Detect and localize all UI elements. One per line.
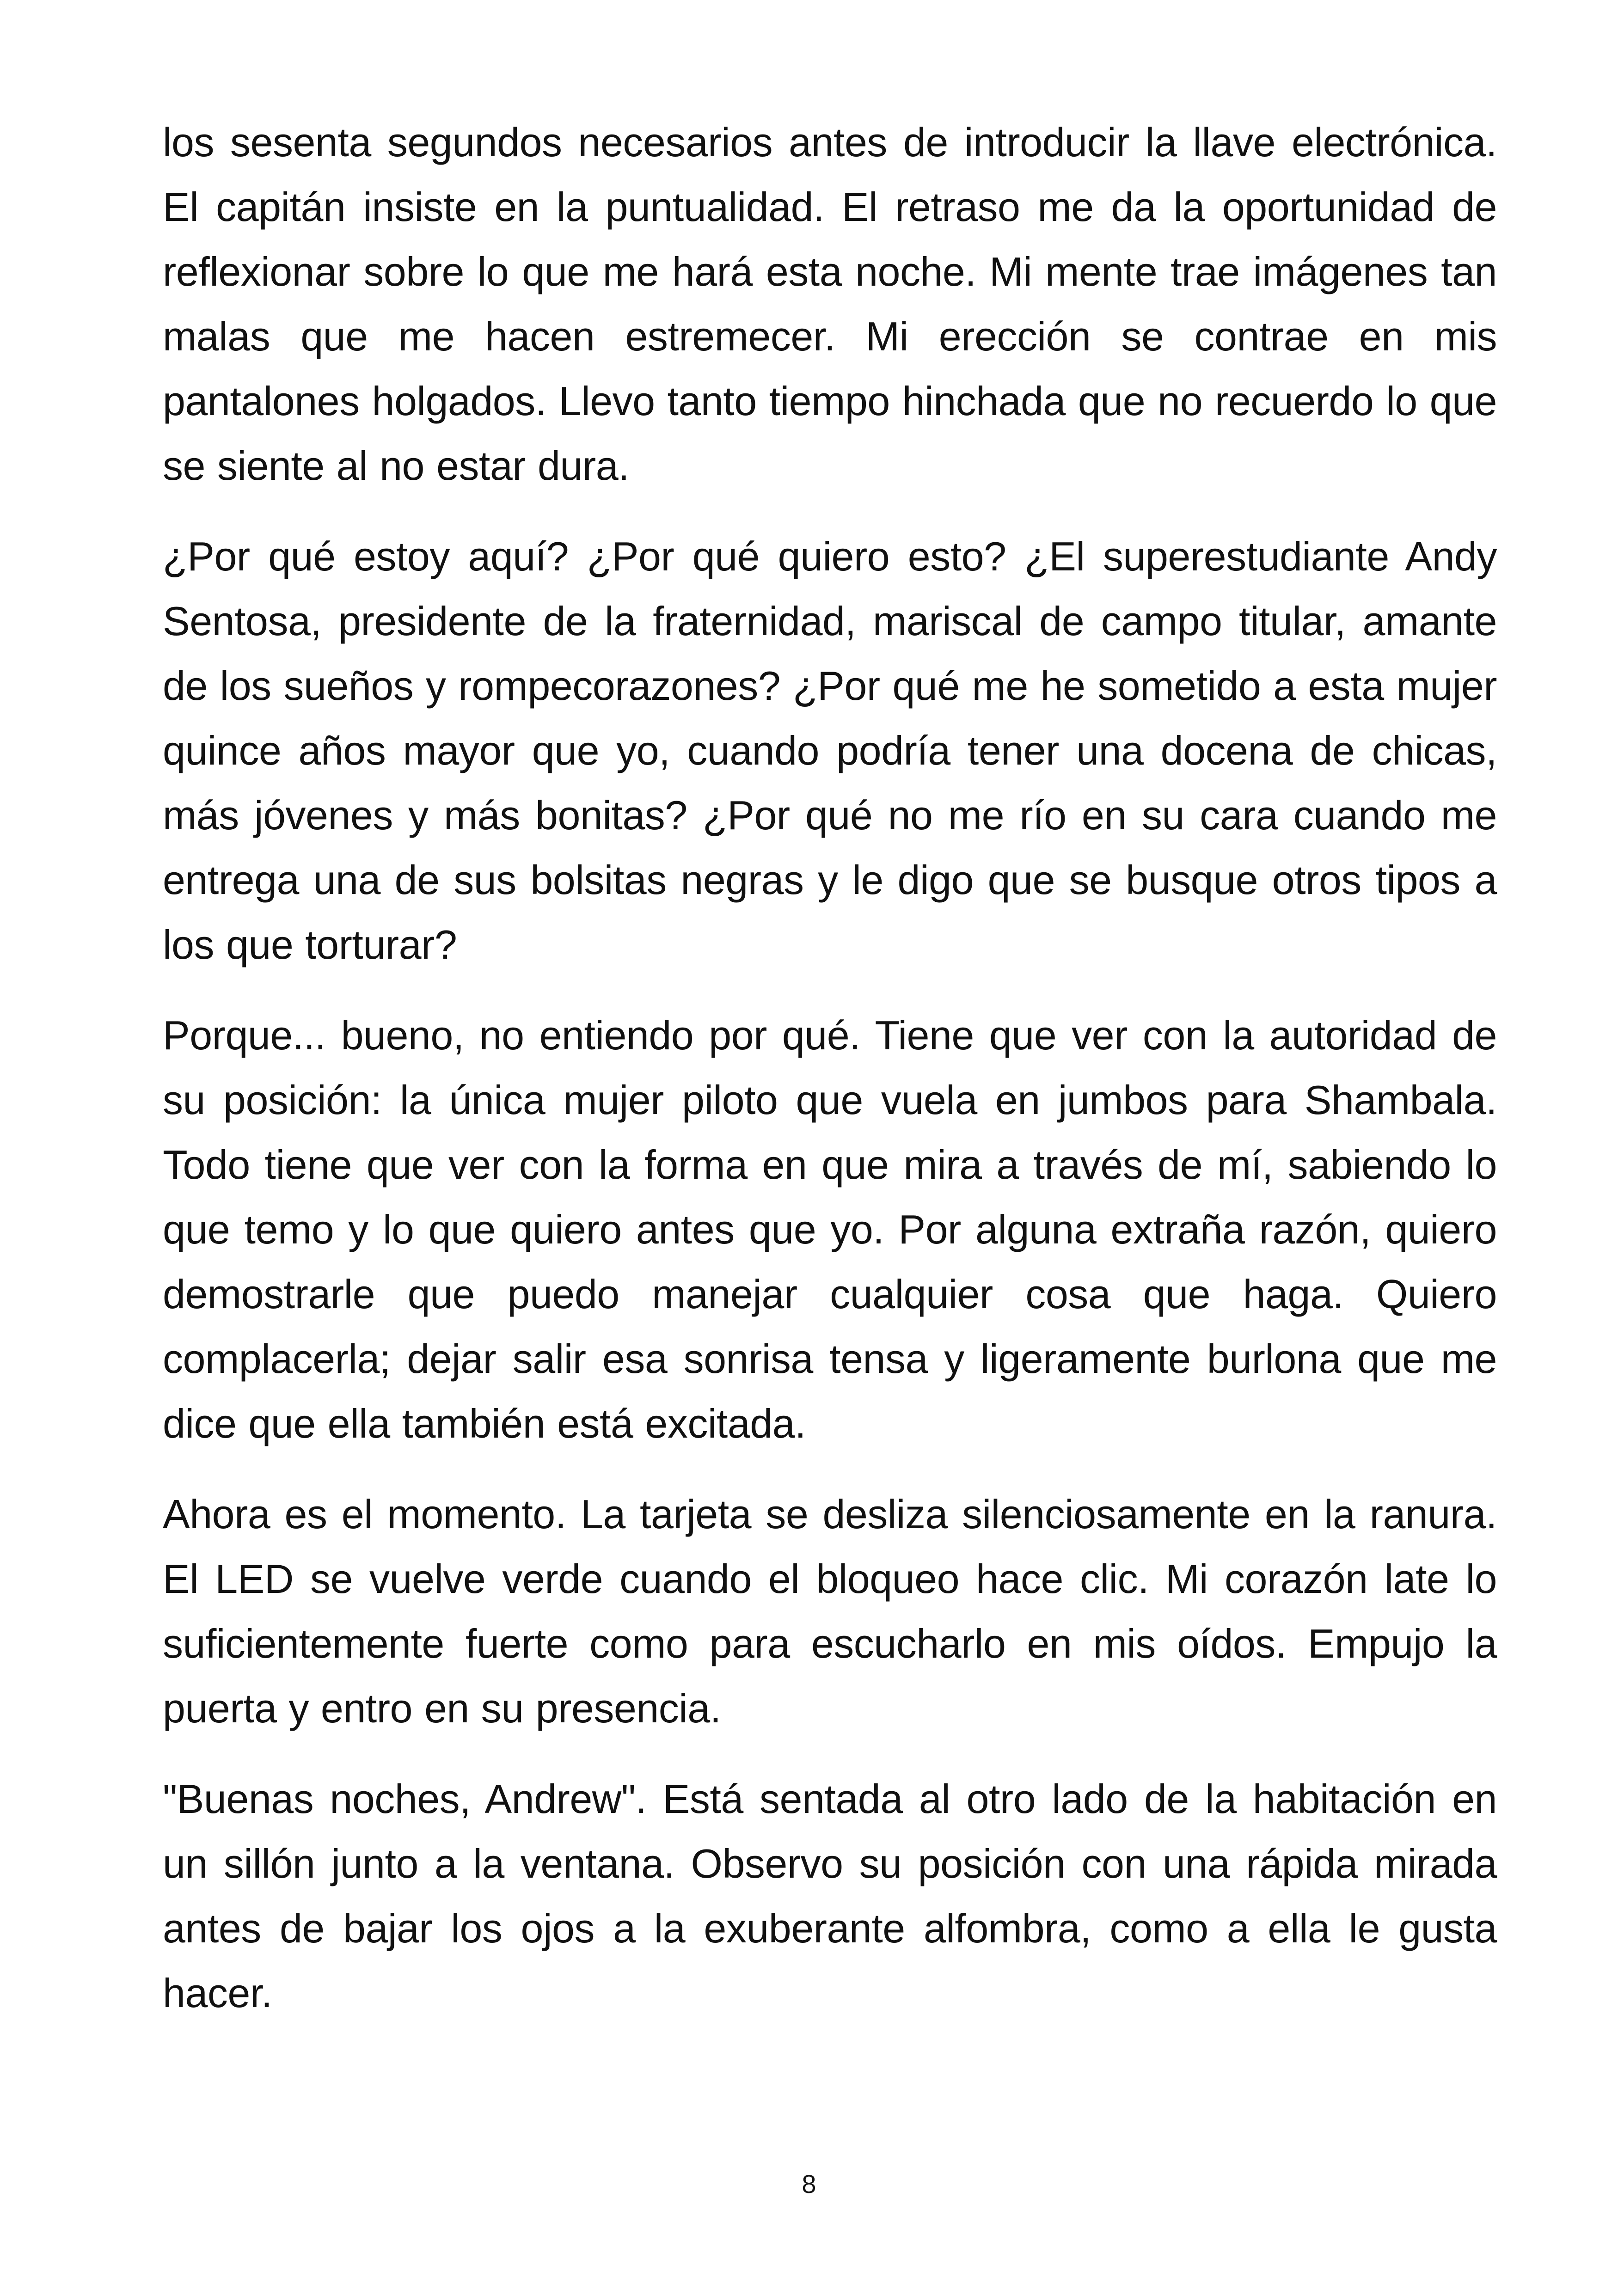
page-number: 8 <box>802 2169 816 2198</box>
paragraph-2: ¿Por qué estoy aquí? ¿Por qué quiero esto? ¿El superestudiante Andy Sentosa, presidente de la fraternidad, mariscal de campo titular, amante de los sueños y rompecorazones? ¿Por qué me he sometido a esta mujer quince años mayor que yo, cuando podría tener una docena de chicas, más jóvenes y más bonitas? ¿Por qué no me río en su cara cuando me entrega una de sus bolsitas negras y le digo que se busque otros tipos a los que torturar? <box>163 533 1497 967</box>
paragraph-5: "Buenas noches, Andrew". Está sentada al otro lado de la habitación en un sillón junto a la ventana. Observo su posición con una rápida mirada antes de bajar los ojos a la exuberante alfombra, como a ella le gusta hacer. <box>163 1776 1497 2016</box>
paragraph-1: los sesenta segundos necesarios antes de introducir la llave electrónica. El capitán insiste en la puntualidad. El retraso me da la oportunidad de reflexionar sobre lo que me hará esta noche. Mi mente trae imágenes tan malas que me hacen estremecer. Mi erección se contrae en mis pantalones holgados. Llevo tanto tiempo hinchada que no recuerdo lo que se siente al no estar dura. <box>163 119 1497 489</box>
body-text <box>163 110 1497 2051</box>
paragraph-3: Porque... bueno, no entiendo por qué. Tiene que ver con la autoridad de su posición: la única mujer piloto que vuela en jumbos para Shambala. Todo tiene que ver con la forma en que mira a través de mí, sabiendo lo que temo y lo que quiero antes que yo. Por alguna extraña razón, quiero demostrarle que puedo manejar cualquier cosa que haga. Quiero complacerla; dejar salir esa sonrisa tensa y ligeramente burlona que me dice que ella también está excitada. <box>163 1012 1497 1446</box>
paragraph-4: Ahora es el momento. La tarjeta se desliza silenciosamente en la ranura. El LED se vuelve verde cuando el bloqueo hace clic. Mi corazón late lo suficientemente fuerte como para escucharlo en mis oídos. Empujo la puerta y entro en su presencia. <box>163 1491 1497 1731</box>
